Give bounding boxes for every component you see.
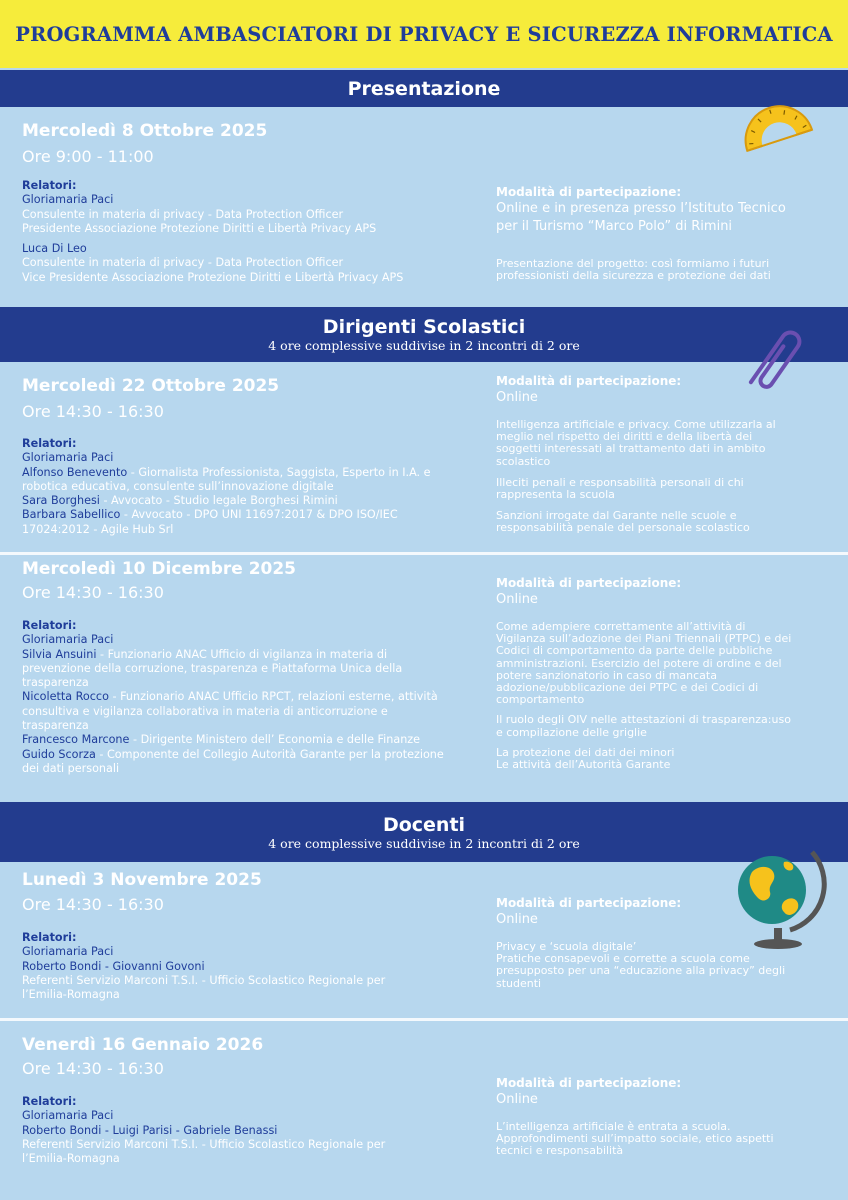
section-band-dirigenti	[0, 307, 848, 362]
modalita-label: Modalità di partecipazione:	[496, 185, 682, 199]
section-band-docenti	[0, 802, 848, 862]
section-title: Presentazione	[347, 78, 501, 100]
session-date: Mercoledì 10 Dicembre 2025	[22, 559, 297, 579]
speaker-name: Sara Borghesi	[22, 494, 100, 508]
page-header	[0, 0, 848, 68]
session-topic: La protezione dei dati dei minori Le attività dell’Autorità Garante	[496, 745, 675, 772]
speaker-name: Guido Scorza	[22, 747, 96, 761]
speakers-block	[22, 179, 452, 285]
speakers-block	[22, 1095, 452, 1166]
modalita-value: Online	[496, 390, 538, 405]
speaker-role: Consulente in materia di privacy - Data Protection Officer	[22, 256, 344, 270]
speaker-role: - Avvocato - Studio legale Borghesi Rimini	[99, 494, 338, 508]
speaker-role: - Giornalista Professionista, Saggista, Esperto in I.A. e robotica educativa, consulente sull’innovazione digitale	[22, 465, 431, 493]
modalita-value: Online	[496, 1092, 538, 1107]
speaker-role: - Funzionario ANAC Ufficio RPCT, relazioni esterne, attività consultiva e vigilanza collaborativa in materia di anticorruzione e trasparenza	[22, 690, 438, 733]
session-time: Ore 9:00 - 11:00	[22, 147, 154, 166]
section-band-presentazione	[0, 70, 848, 107]
session-card	[0, 362, 848, 552]
speaker-role: - Componente del Collegio Autorità Garante per la protezione dei dati personali	[22, 747, 444, 775]
speakers-block	[22, 931, 452, 1002]
session-date: Mercoledì 8 Ottobre 2025	[22, 121, 268, 141]
modalita-block	[496, 185, 796, 282]
modalita-value: Online	[496, 912, 538, 927]
speaker-role: - Avvocato - DPO UNI 11697:2017 & DPO ISO/IEC 17024:2012 - Agile Hub Srl	[22, 508, 398, 536]
protractor-icon	[735, 95, 815, 157]
paperclip-icon	[740, 324, 810, 396]
session-time: Ore 14:30 - 16:30	[22, 895, 164, 914]
session-topic: Come adempiere correttamente all’attività di Vigilanza sull’adozione dei Piani Triennali (PTPC) e dei Codici di comportamento da parte delle pubbliche amministrazioni. Esercizio del potere di ordine e del potere sanzionatorio in caso di mancata adozione/pubblicazione dei PTPC e dei Codici di comportamento	[496, 620, 792, 707]
speakers-block	[22, 619, 452, 776]
speaker-role: - Dirigente Ministero dell’ Economia e delle Finanze	[129, 733, 421, 747]
session-date: Mercoledì 22 Ottobre 2025	[22, 376, 280, 396]
speaker-name: Gloriamaria Paci	[22, 451, 114, 465]
speaker-name: Gloriamaria Paci	[22, 1109, 114, 1123]
session-topic: Presentazione del progetto: così formiamo i futuri professionisti della sicurezza e protezione dei dati	[496, 257, 771, 283]
modalita-label: Modalità di partecipazione:	[496, 576, 682, 590]
relatori-label: Relatori:	[22, 437, 77, 450]
speaker-role: Vice Presidente Associazione Protezione Diritti e Libertà Privacy APS	[22, 270, 404, 284]
speaker-note: Referenti Servizio Marconi T.S.I. - Ufficio Scolastico Regionale per l’Emilia-Romagna	[22, 1137, 386, 1166]
session-topic: Intelligenza artificiale e privacy. Come utilizzarla al meglio nel rispetto dei diritti e della libertà dei soggetti interessati al trattamento dati in ambito scolastico	[496, 418, 776, 468]
modalita-value: Online e in presenza presso l’Istituto Tecnico per il Turismo “Marco Polo” di Rimini	[496, 201, 786, 234]
modalita-label: Modalità di partecipazione:	[496, 896, 682, 910]
modalita-block	[496, 576, 796, 771]
speaker-name: Luca Di Leo	[22, 242, 87, 256]
session-card	[0, 107, 848, 307]
session-topic: Il ruolo degli OIV nelle attestazioni di trasparenza:uso e compilazione delle griglie	[496, 713, 791, 739]
speaker-name: Francesco Marcone	[22, 733, 130, 747]
session-card	[0, 555, 848, 800]
relatori-label: Relatori:	[22, 931, 77, 944]
speaker-name: Gloriamaria Paci	[22, 193, 114, 207]
speaker-note: Referenti Servizio Marconi T.S.I. - Ufficio Scolastico Regionale per l’Emilia-Romagna	[22, 973, 386, 1002]
section-subtitle: 4 ore complessive suddivise in 2 incontri di 2 ore	[268, 836, 580, 851]
modalita-block	[496, 1076, 796, 1158]
globe-icon	[730, 838, 830, 950]
speaker-role: Presidente Associazione Protezione Diritti e Libertà Privacy APS	[22, 221, 377, 235]
session-topic: L’intelligenza artificiale è entrata a scuola. Approfondimenti sull’impatto sociale, etico aspetti tecnici e responsabilità	[496, 1120, 774, 1158]
modalita-value: Online	[496, 592, 538, 607]
speaker-name: Silvia Ansuini	[22, 647, 97, 661]
modalita-block	[496, 374, 796, 535]
modalita-label: Modalità di partecipazione:	[496, 1076, 682, 1090]
page-title: PROGRAMMA AMBASCIATORI DI PRIVACY E SICUREZZA INFORMATICA	[15, 22, 833, 46]
relatori-label: Relatori:	[22, 179, 77, 192]
speaker-name: Alfonso Benevento	[22, 465, 128, 479]
session-topic: Privacy e ‘scuola digitale’ Pratiche consapevoli e corrette a scuola come presupposto per una “educazione alla privacy” degli studenti	[496, 940, 786, 990]
relatori-label: Relatori:	[22, 1095, 77, 1108]
session-date: Lunedì 3 Novembre 2025	[22, 870, 262, 890]
speaker-name: Nicoletta Rocco	[22, 690, 109, 704]
speaker-role: - Funzionario ANAC Ufficio di vigilanza in materia di prevenzione della corruzione, trasparenza e Piattaforma Unica della trasparenza	[22, 647, 403, 690]
session-date: Venerdì 16 Gennaio 2026	[22, 1035, 264, 1055]
section-title: Dirigenti Scolastici	[322, 316, 526, 338]
session-time: Ore 14:30 - 16:30	[22, 1059, 164, 1078]
session-card	[0, 1021, 848, 1200]
speaker-name: Gloriamaria Paci	[22, 633, 114, 647]
section-subtitle: 4 ore complessive suddivise in 2 incontri di 2 ore	[268, 338, 580, 353]
session-topic: Sanzioni irrogate dal Garante nelle scuole e responsabilità penale del personale scolastico	[496, 509, 750, 535]
session-time: Ore 14:30 - 16:30	[22, 402, 164, 421]
session-time: Ore 14:30 - 16:30	[22, 583, 164, 602]
relatori-label: Relatori:	[22, 619, 77, 632]
session-topic: Illeciti penali e responsabilità personali di chi rappresenta la scuola	[496, 475, 744, 502]
speaker-name: Roberto Bondi - Luigi Parisi - Gabriele Benassi	[22, 1123, 278, 1137]
speaker-name: Gloriamaria Paci	[22, 945, 114, 959]
speaker-name: Barbara Sabellico	[22, 508, 121, 522]
speaker-name: Roberto Bondi - Giovanni Govoni	[22, 959, 205, 973]
session-card	[0, 862, 848, 1018]
speakers-block	[22, 437, 452, 537]
speaker-role: Consulente in materia di privacy - Data Protection Officer	[22, 207, 344, 221]
section-title: Docenti	[382, 814, 466, 836]
modalita-label: Modalità di partecipazione:	[496, 374, 682, 388]
